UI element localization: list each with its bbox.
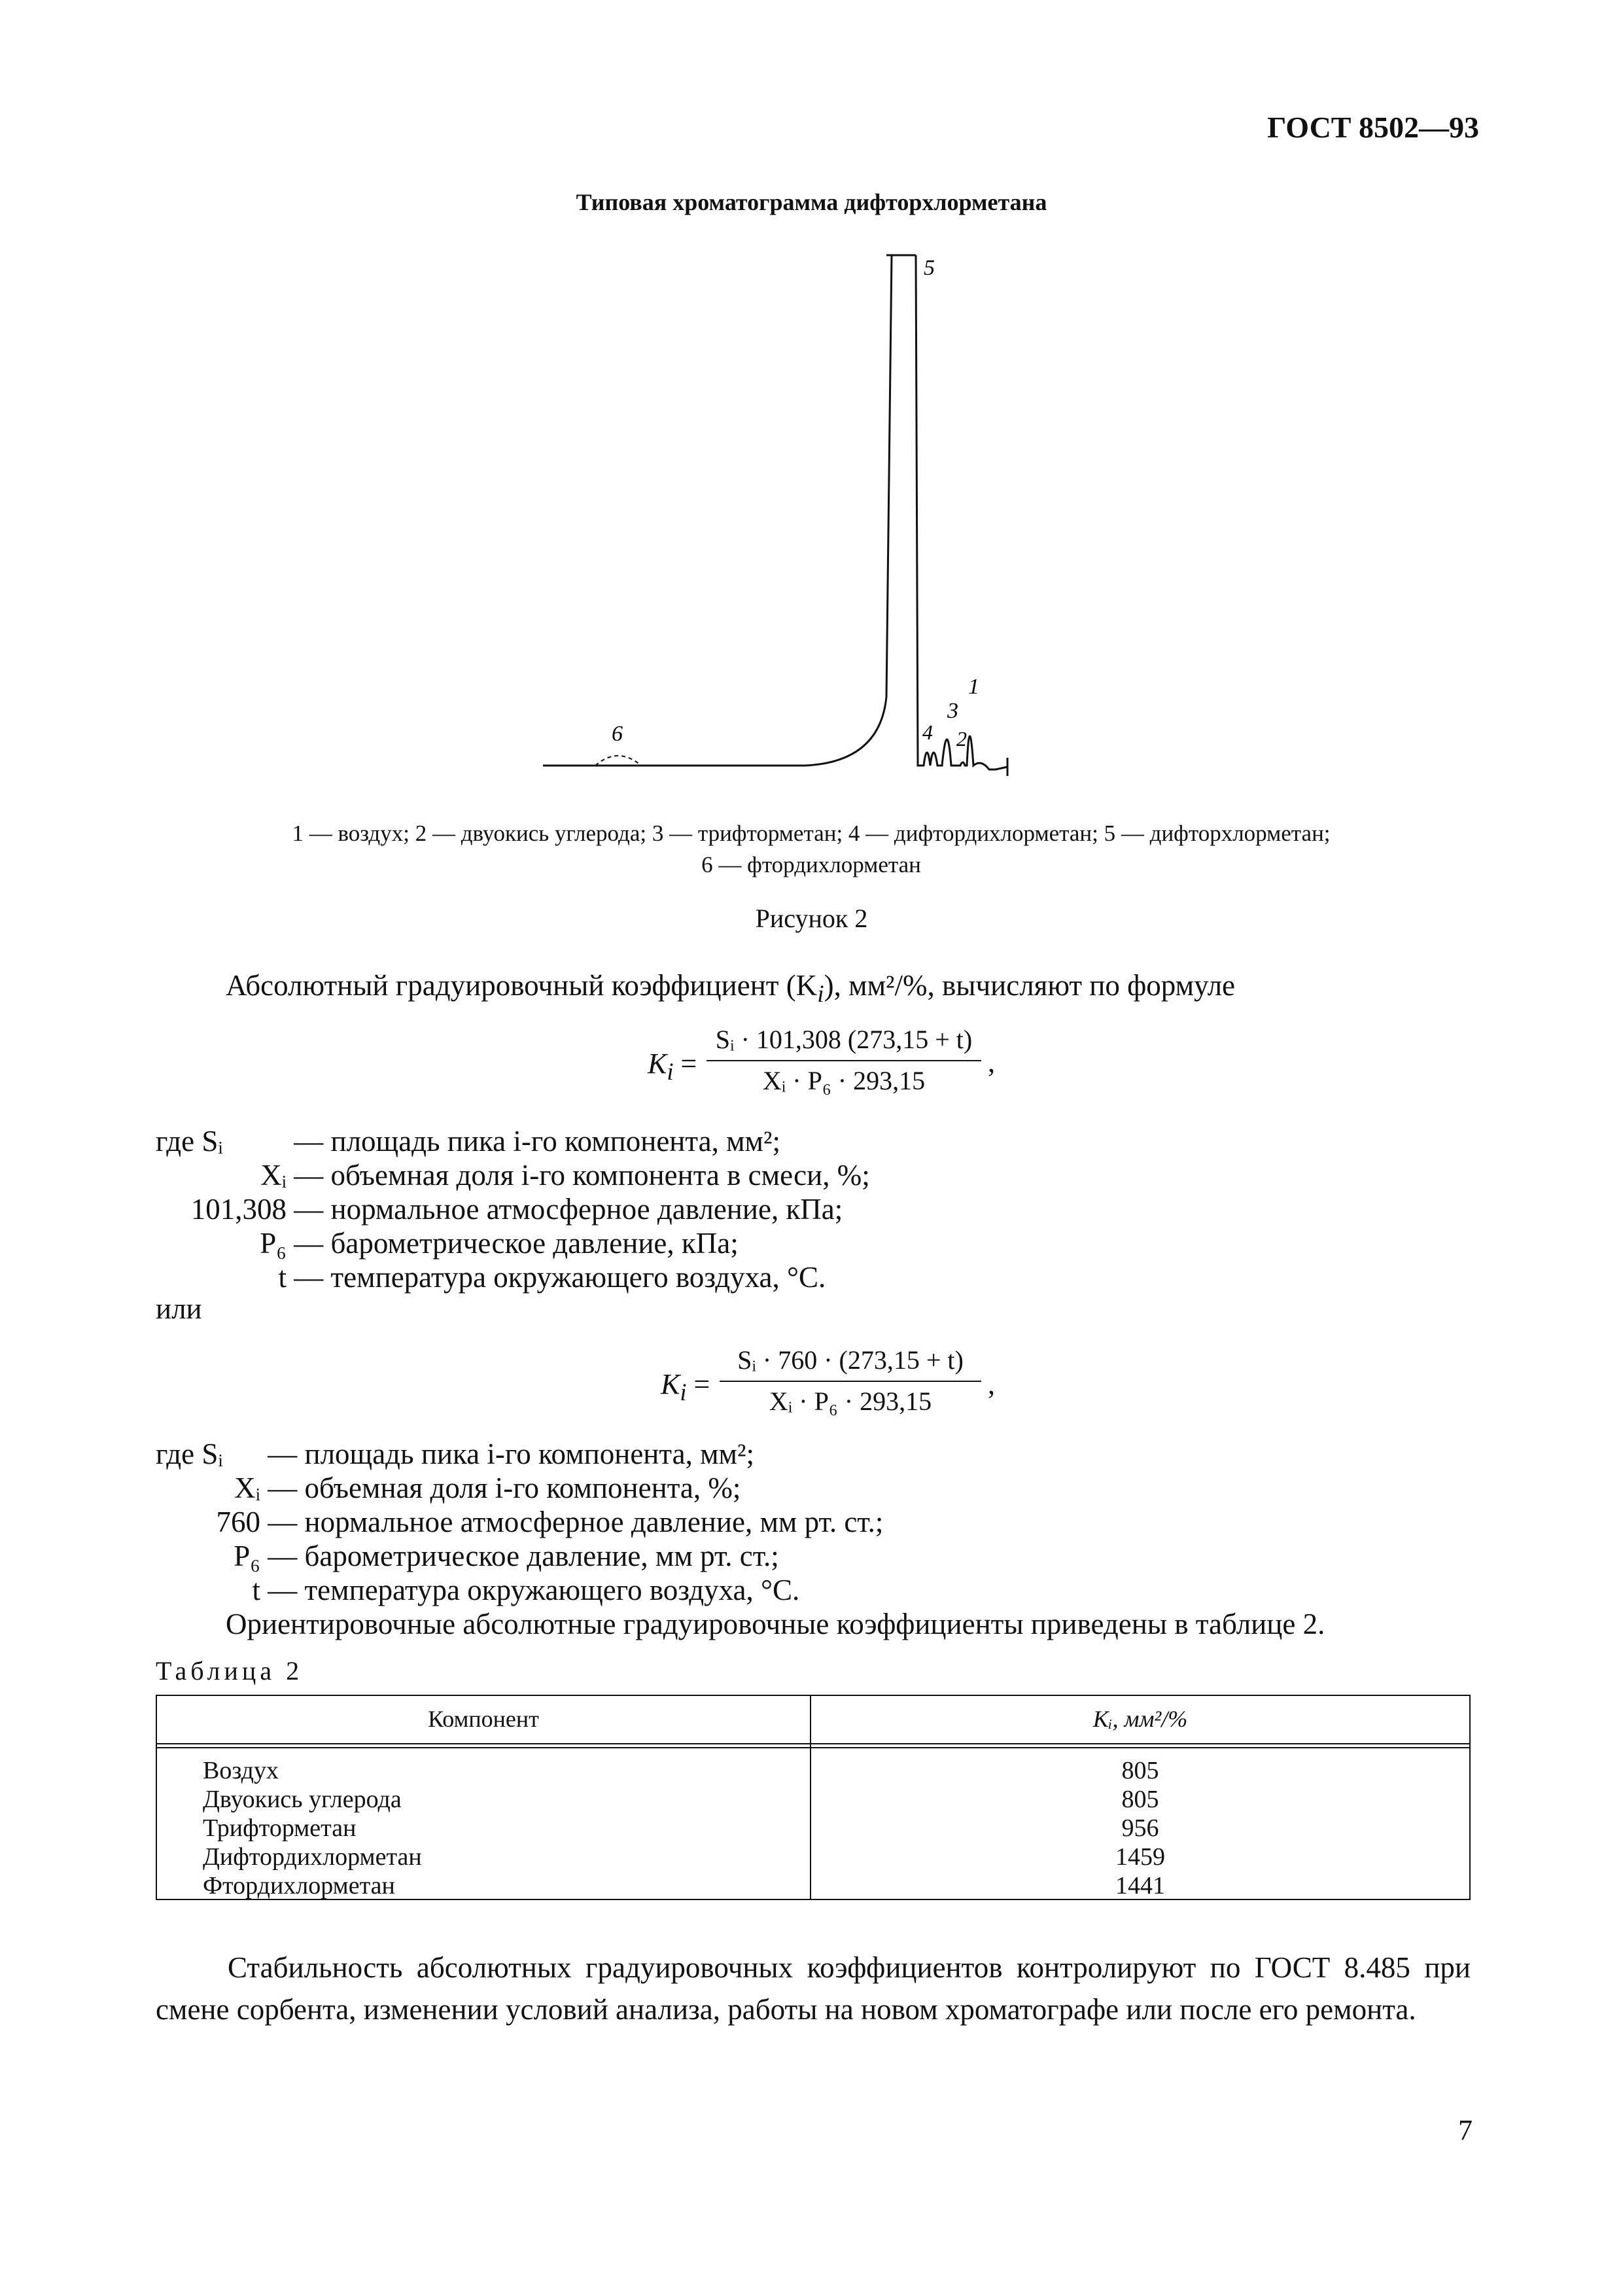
closing-paragraph: Стабильность абсолютных градуировочных коэффициентов контролируют по ГОСТ 8.485 при смене сорбента, изменении условий анализа, работы на новом хроматографе или после его ремонта. <box>156 1951 1471 2026</box>
def1-row-2 <box>156 1158 870 1192</box>
formula-1-denominator: Xᵢ · P₆ · 293,15 <box>762 1066 926 1095</box>
formula-2-denominator: Xᵢ · P₆ · 293,15 <box>769 1386 932 1416</box>
formula-1-equals: = <box>680 1048 697 1080</box>
def1-sym: P₆ <box>260 1227 287 1260</box>
peak-label-6: 6 <box>612 722 623 746</box>
table-header-ki: Kᵢ, мм²/% <box>1092 1706 1188 1732</box>
peak-label-5: 5 <box>924 256 935 280</box>
caption-line-1: 1 — воздух; 2 — двуокись углерода; 3 — трифторметан; 4 — дифтордихлорметан; 5 — дифторхлорметан; <box>292 821 1331 846</box>
peak-label-4: 4 <box>922 720 933 744</box>
peak-label-2: 2 <box>956 727 967 751</box>
intro-subscript: i <box>817 981 824 1008</box>
def2-text: — площадь пика i-го компонента, мм²; <box>268 1438 755 1470</box>
table-cell-value: 956 <box>1121 1814 1159 1842</box>
table-cell-value: 1459 <box>1115 1843 1165 1871</box>
or-word: или <box>156 1292 202 1325</box>
def2-sym: 760 <box>216 1506 260 1538</box>
formula-2-numerator: Sᵢ · 760 · (273,15 + t) <box>737 1345 964 1375</box>
def2-text: — температура окружающего воздуха, °С. <box>268 1574 800 1606</box>
def2-row-1 <box>156 1437 754 1471</box>
table-cell-component: Фтордихлорметан <box>203 1872 395 1899</box>
formula-2-k-sub: i <box>680 1378 687 1405</box>
peak-label-1: 1 <box>968 675 979 699</box>
formula-2-lhs <box>661 1368 710 1406</box>
formula-1-lhs <box>648 1047 697 1086</box>
figure-title: Типовая хроматограмма дифторхлорметана <box>576 189 1047 215</box>
peak-label-3: 3 <box>947 699 958 723</box>
def1-sym: Xᵢ <box>260 1159 287 1192</box>
intro-paragraph <box>226 968 1235 1008</box>
def1-row-3 <box>156 1192 843 1226</box>
intro-rest: ), мм²/%, вычисляют по формуле <box>824 969 1236 1002</box>
table-cell-component: Двуокись углерода <box>203 1786 402 1813</box>
formula-1-k: K <box>648 1048 667 1080</box>
def1-text: — нормальное атмосферное давление, кПа; <box>294 1193 843 1226</box>
def2-row-3 <box>156 1505 883 1539</box>
chromatogram-trace <box>543 255 1007 769</box>
def2-text: — объемная доля i-го компонента, %; <box>268 1472 741 1504</box>
table-cell-value: 805 <box>1121 1757 1159 1784</box>
figure-label: Рисунок 2 <box>755 904 868 933</box>
table-reference-text: Ориентировочные абсолютные градуировочные коэффициенты приведены в таблице 2. <box>226 1608 1325 1640</box>
def1-text: — площадь пика i-го компонента, мм²; <box>294 1125 781 1157</box>
def2-sym: Xᵢ <box>234 1472 260 1504</box>
formula-2-equals: = <box>693 1368 710 1400</box>
def2-sym: где Sᵢ <box>156 1438 223 1470</box>
formula-2-fraction-line <box>720 1381 981 1382</box>
formula-2-k: K <box>661 1368 680 1400</box>
page-number: 7 <box>1458 2114 1473 2146</box>
def1-row-1 <box>156 1124 780 1158</box>
figure-caption <box>196 818 1426 881</box>
def2-row-4 <box>156 1539 779 1573</box>
intro-text: Абсолютный градуировочный коэффициент (K <box>226 969 818 1002</box>
table-label: Таблица 2 <box>156 1656 304 1686</box>
formula-1-fraction-line <box>707 1060 981 1061</box>
def1-row-5 <box>156 1260 826 1294</box>
def2-row-5 <box>156 1573 799 1607</box>
def2-sym: P₆ <box>234 1540 260 1572</box>
table-header-divider <box>157 1743 1469 1744</box>
table-cell-component: Дифтордихлорметан <box>203 1843 422 1871</box>
document-header: ГОСТ 8502—93 <box>1267 111 1479 144</box>
def1-text: — объемная доля i-го компонента в смеси, %; <box>294 1159 870 1192</box>
formula-1-k-sub: i <box>667 1057 674 1085</box>
def1-row-4 <box>156 1226 739 1260</box>
table-cell-value: 805 <box>1121 1786 1159 1813</box>
table-header-divider-double <box>157 1747 1469 1748</box>
peak-6-marker <box>595 756 641 766</box>
caption-line-2: 6 — фтордихлорметан <box>701 852 921 877</box>
def2-text: — нормальное атмосферное давление, мм рт. ст.; <box>268 1506 884 1538</box>
table-cell-value: 1441 <box>1115 1872 1165 1899</box>
def2-sym: t <box>252 1574 260 1606</box>
def1-text: — температура окружающего воздуха, °С. <box>294 1261 826 1294</box>
table-cell-component: Трифторметан <box>203 1814 357 1842</box>
table-header-component: Компонент <box>428 1706 539 1732</box>
formula-1-numerator: Sᵢ · 101,308 (273,15 + t) <box>715 1025 973 1054</box>
table-cell-component: Воздух <box>203 1757 279 1784</box>
def1-sym: t <box>278 1261 287 1294</box>
def2-row-2 <box>156 1471 741 1505</box>
chromatogram-figure <box>523 242 1112 818</box>
def1-sym: где Sᵢ <box>156 1125 223 1157</box>
def1-sym: 101,308 <box>190 1193 287 1226</box>
coefficients-table <box>156 1695 1471 1900</box>
def2-text: — барометрическое давление, мм рт. ст.; <box>268 1540 779 1572</box>
def1-text: — барометрическое давление, кПа; <box>294 1227 739 1260</box>
formula-2-tail: , <box>988 1368 995 1400</box>
formula-1-tail: , <box>988 1046 995 1078</box>
